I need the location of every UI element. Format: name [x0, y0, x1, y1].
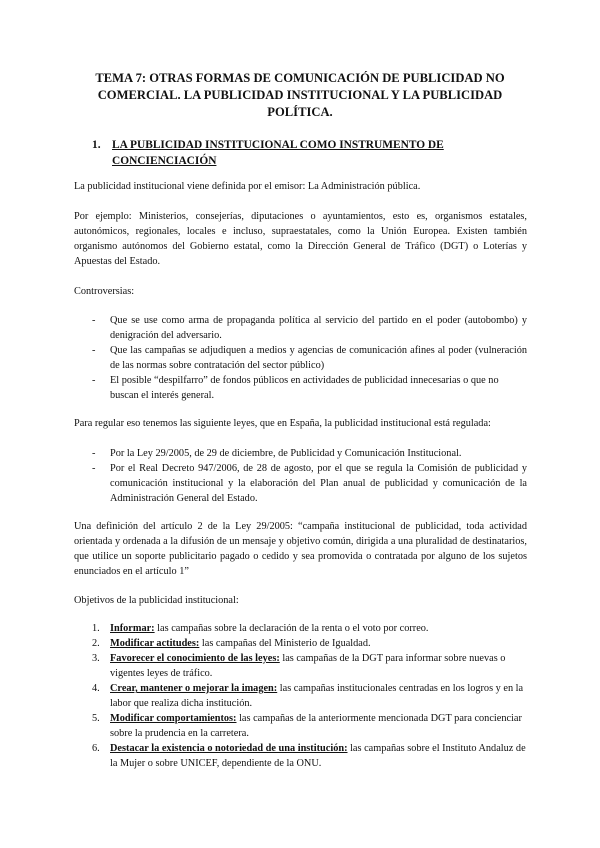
objetivo-2-text: las campañas del Ministerio de Igualdad. — [199, 638, 371, 649]
title-line-3: POLÍTICA. — [267, 105, 333, 119]
title-line-2: COMERCIAL. LA PUBLICIDAD INSTITUCIONAL Y LA PUBLICIDAD — [97, 88, 503, 102]
objetivo-3-label: Favorecer el conocimiento de las leyes: — [110, 653, 280, 664]
definicion-paragraph: Una definición del artículo 2 de la Ley 29/2005: “campaña institucional de publicidad, toda actividad orientada y ordenada a la difusión de un mensaje y objetivo común, dirigida a una pluralidad de destinatarios, que utilice un soporte publicitario pagado o cedido y sea promovida o contratada por alguno de los sujetos enunciados en el artículo 1” — [74, 521, 527, 577]
document-page: TEMA 7: OTRAS FORMAS DE COMUNICACIÓN DE PUBLICIDAD NO COMERCIAL. LA PUBLICIDAD INSTITUCIONAL Y LA PUBLICIDAD POLÍTICA. 1. LA PUBLICIDAD INSTITUCIONAL COMO INSTRUMENTO DE CONCIENCIACIÓN La publicidad institucional viene definida por el emisor: La Administración pública. Por ejemplo: Ministerios, consejerías, diputaciones o ayuntamientos, esto es, organismos estatales, autonómicos, regionales, locales e incluso, supraestatales, como la Unión Europea. Existen también organismo autónomos del Gobierno estatal, como la Dirección General de Tráfico (DGT) o Loterías y Apuestas del Estado. Controversias: - Que se use como arma de propaganda política al servicio del partido en el poder (autobombo) y denigración del adversario. - Que las campañas se adjudiquen a medios y agencias de comunicación afines al poder (vulneración de las normas sobre contratación del sector público) - El posible “despilfarro” de fondos públicos en actividades de publicidad innecesarias o que no buscan el interés general. Para regular eso tenemos las siguiente leyes, que en España, la publicidad institucional está regulada: - Por la Ley 29/2005, de 29 de diciembre, de Publicidad y Comunicación Institucional. - Por el Real Decreto 947/2006, de 28 de agosto, por el que se regula la Comisión de publicidad y comunicación institucional y la elaboración del Plan anual de publicidad y comunicación de la Administración General del Estado. Una definición del artículo 2 de la Ley 29/2005: “campaña institucional de publicidad, toda actividad orientada y ordenada a la difusión de un mensaje y objetivo común, dirigida a una pluralidad de destinatarios, que utilice un soporte publicitario pagado o cedido y sea promovida o contratada por alguno de los sujetos enunciados en el artículo 1” Objetivos de la publicidad institucional: 1. Informar: las campañas sobre la declaración de la renta o el voto por correo. 2. Modificar actitudes: las campañas del Ministerio de Igualdad. 3. Favorecer el conocimiento de las leyes: las campañas de la DGT para informar sobre nuevas o vigentes leyes de tráfico. 4. Crear, mantener o mejorar la imagen: las campañas institucionales centradas en los logros y en la labor que realiza dicha institución. 5. Modificar comportamientos: las campañas de la anteriormente mencionada DGT para concienciar sobre la prudencia en la carretera. 6. Destacar la existencia o notoriedad de una institución: las campañas sobre el Instituto Andaluz de la Mujer o sobre UNICEF, dependiente de la ONU. — [74, 71, 527, 769]
ley-1: Por la Ley 29/2005, de 29 de diciembre, de Publicidad y Comunicación Institucional. — [110, 448, 462, 459]
section-number: 1. — [92, 139, 101, 151]
objetivo-1-text: las campañas sobre la declaración de la renta o el voto por correo. — [154, 623, 429, 634]
section-title-line-1: LA PUBLICIDAD INSTITUCIONAL COMO INSTRUMENTO DE — [112, 139, 444, 151]
objetivo-3-text: las campañas de la DGT para informar sobre nuevas o vigentes leyes de tráfico. — [110, 653, 506, 679]
ley-2: Por el Real Decreto 947/2006, de 28 de agosto, por el que se regula la Comisión de publicidad y comunicación institucional y la elaboración del Plan anual de publicidad y comunicación de la Administración General del Estado. — [110, 463, 527, 504]
section-title — [112, 137, 512, 169]
section-title-line-2: CONCIENCIACIÓN — [112, 155, 217, 167]
controversias-label: Controversias: — [74, 286, 135, 297]
controversia-1: Que se use como arma de propaganda política al servicio del partido en el poder (autobombo) y denigración del adversario. — [110, 315, 527, 341]
objetivo-6-text: las campañas sobre el Instituto Andaluz de la Mujer o sobre UNICEF, dependiente de la ONU. — [110, 743, 526, 769]
objetivo-1-label: Informar: — [110, 623, 155, 634]
objetivo-4-text: las campañas institucionales centradas en los logros y en la labor que realiza dicha institución. — [110, 683, 524, 709]
controversia-3: El posible “despilfarro” de fondos públicos en actividades de publicidad innecesarias o que no buscan el interés general. — [110, 375, 499, 401]
objetivo-5-text: las campañas de la anteriormente mencionada DGT para concienciar sobre la prudencia en la carretera. — [110, 713, 522, 739]
example-paragraph: Por ejemplo: Ministerios, consejerías, diputaciones o ayuntamientos, esto es, organismos estatales, autonómicos, regionales, locales e incluso, supraestatales, como la Unión Europea. Existen también organismo autónomos del Gobierno estatal, como la Dirección General de Tráfico (DGT) o Loterías y Apuestas del Estado. — [74, 211, 527, 267]
objetivo-4-label: Crear, mantener o mejorar la imagen: — [110, 683, 278, 694]
intro-paragraph: La publicidad institucional viene definida por el emisor: La Administración pública. — [74, 181, 421, 192]
objetivos-label: Objetivos de la publicidad institucional: — [74, 595, 239, 606]
objetivo-2-label: Modificar actitudes: — [110, 638, 200, 649]
objetivo-6-label: Destacar la existencia o notoriedad de una institución: — [110, 743, 348, 754]
title-line-1: TEMA 7: OTRAS FORMAS DE COMUNICACIÓN DE PUBLICIDAD NO — [95, 71, 505, 85]
regulacion-intro: Para regular eso tenemos las siguiente leyes, que en España, la publicidad institucional está regulada: — [74, 418, 491, 429]
controversia-2: Que las campañas se adjudiquen a medios y agencias de comunicación afines al poder (vulneración de las normas sobre contratación del sector público) — [110, 345, 527, 371]
document-title — [80, 70, 520, 121]
objetivo-5-label: Modificar comportamientos: — [110, 713, 237, 724]
